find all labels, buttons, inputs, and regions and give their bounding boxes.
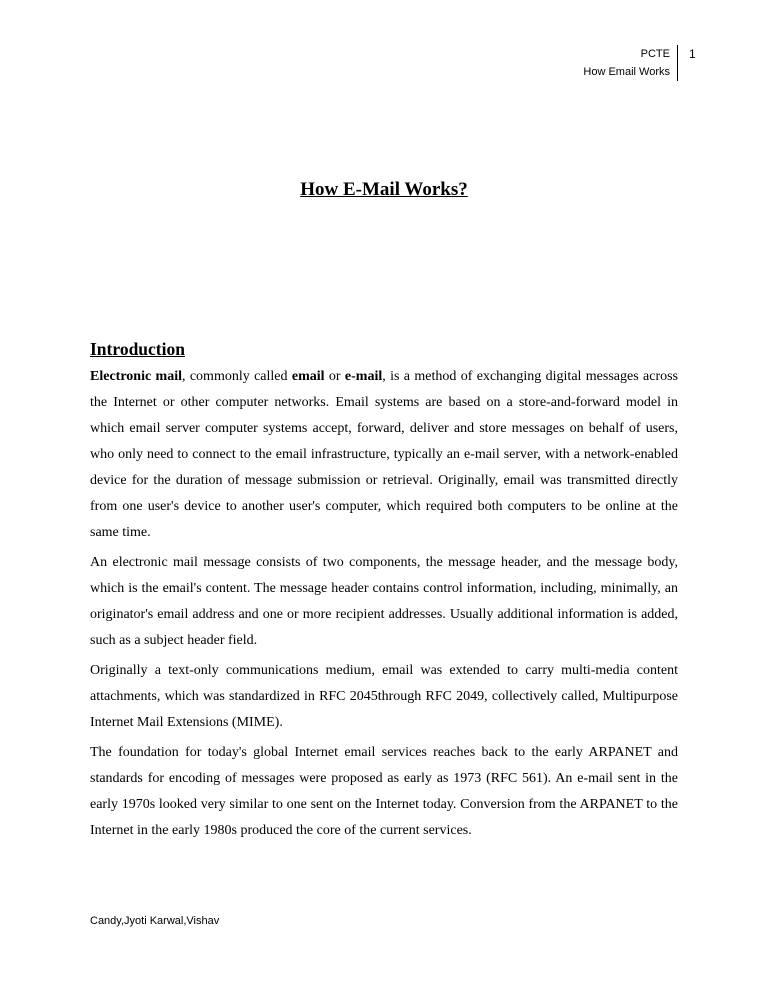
header-org: PCTE bbox=[640, 48, 670, 60]
document-body bbox=[90, 338, 678, 848]
header-doc-title: How Email Works bbox=[583, 66, 670, 78]
document-title: How E-Mail Works? bbox=[300, 179, 468, 200]
p1-text-1: , commonly called bbox=[181, 369, 292, 384]
page-footer: Candy,Jyoti Karwal,Vishav bbox=[90, 915, 220, 927]
term-e-mail: e-mail bbox=[344, 369, 383, 384]
p1-text-3: , is a method of exchanging digital messages across the Internet or other computer networks. Email systems are based on a store-and-forward model in which email server computer systems accept, forward, deliver and store messages on behalf of users, who only need to connect to the email infrastructure, typically an e-mail server, with a network-enabled device for the duration of message submission or retrieval. Originally, email was transmitted directly from one user's device to another user's computer, which required both computers to be online at the same time. bbox=[90, 369, 679, 540]
term-electronic-mail: Electronic mail bbox=[90, 369, 182, 384]
term-email: email bbox=[291, 369, 325, 384]
paragraph-1 bbox=[90, 364, 678, 546]
page-number: 1 bbox=[689, 47, 696, 61]
paragraph-4: The foundation for today's global Internet email services reaches back to the early ARPANET and standards for encoding of messages were proposed as early as 1973 (RFC 561). An e-mail sent in the early 1970s looked very similar to one sent on the Internet today. Conversion from the ARPANET to the Internet in the early 1980s produced the core of the current services. bbox=[90, 745, 678, 838]
section-heading: Introduction bbox=[90, 339, 185, 359]
p1-text-2: or bbox=[324, 369, 345, 384]
paragraph-2: An electronic mail message consists of two components, the message header, and the message body, which is the email's content. The message header contains control information, including, minimally, an originator's email address and one or more recipient addresses. Usually additional information is added, such as a subject header field. bbox=[90, 555, 678, 648]
paragraph-3: Originally a text-only communications medium, email was extended to carry multi-media content attachments, which was standardized in RFC 2045through RFC 2049, collectively called, Multipurpose Internet Mail Extensions (MIME). bbox=[90, 663, 678, 730]
page-header bbox=[583, 45, 678, 81]
